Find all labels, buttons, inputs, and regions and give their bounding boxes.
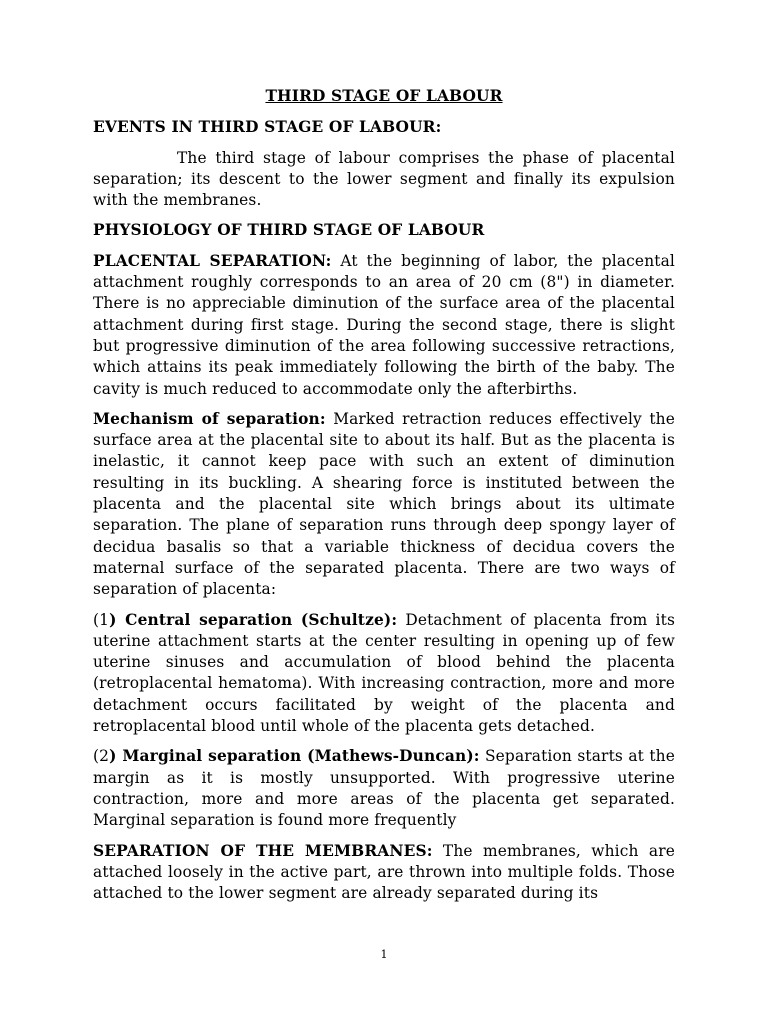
events-paragraph: The third stage of labour comprises the phase of placental separation; its descent to the lower segment and finally its expulsion with the membranes. [93,148,675,210]
central-separation-text: Detachment of placenta from its uterine attachment starts at the center resulting in opening up of few uterine sinuses and accumulation of blood behind the placenta (retroplacental hematoma). With increasing contraction, more and more detachment occurs facilitated by weight of the placenta and retroplacental blood until whole of the placenta gets detached. [93,610,675,736]
mechanism-text: Marked retraction reduces effectively the surface area at the placental site to about its half. But as the placenta is inelastic, it cannot keep pace with such an extent of diminution resulting in its buckling. A shearing force is instituted between the placenta and the placental site which brings about its ultimate separation. The plane of separation runs through deep spongy layer of decidua basalis so that a variable thickness of decidua covers the maternal surface of the separated placenta. There are two ways of separation of placenta: [93,409,676,599]
marginal-separation-paragraph [93,746,675,831]
page-number: 1 [380,948,388,961]
marginal-number: (2 [93,747,110,766]
mechanism-label: Mechanism of separation: [93,409,326,428]
membranes-label: SEPARATION OF THE MEMBRANES: [93,841,433,860]
page-title: THIRD STAGE OF LABOUR [265,87,503,105]
events-heading: EVENTS IN THIRD STAGE OF LABOUR: [93,118,442,137]
central-separation-label: ) Central separation (Schultze): [109,610,398,629]
placental-separation-paragraph [93,251,675,400]
physiology-heading: PHYSIOLOGY OF THIRD STAGE OF LABOUR [93,221,485,240]
membranes-text: The membranes, which are attached loosely in the active part, are thrown into multiple folds. Those attached to the lower segment are already separated during its [93,841,675,903]
marginal-separation-text: Separation starts at the margin as it is mostly unsupported. With progressive uterine contraction, more and more areas of the placenta get separated. Marginal separation is found more frequently [93,747,675,830]
central-separation-paragraph [93,610,675,738]
placental-separation-text: At the beginning of labor, the placental attachment roughly corresponds to an area of 20 cm (8") in diameter. There is no appreciable diminution of the surface area of the placental attachment during first stage. During the second stage, there is slight but progressive diminution of the area following successive retractions, which attains its peak immediately following the birth of the baby. The cavity is much reduced to accommodate only the afterbirths. [93,251,675,398]
central-number: (1 [93,610,110,629]
placental-separation-label: PLACENTAL SEPARATION: [93,251,332,270]
marginal-separation-label: ) Marginal separation (Mathews-Duncan): [109,747,480,766]
mechanism-paragraph [93,409,675,601]
document-content [93,86,675,913]
membranes-paragraph [93,841,675,905]
